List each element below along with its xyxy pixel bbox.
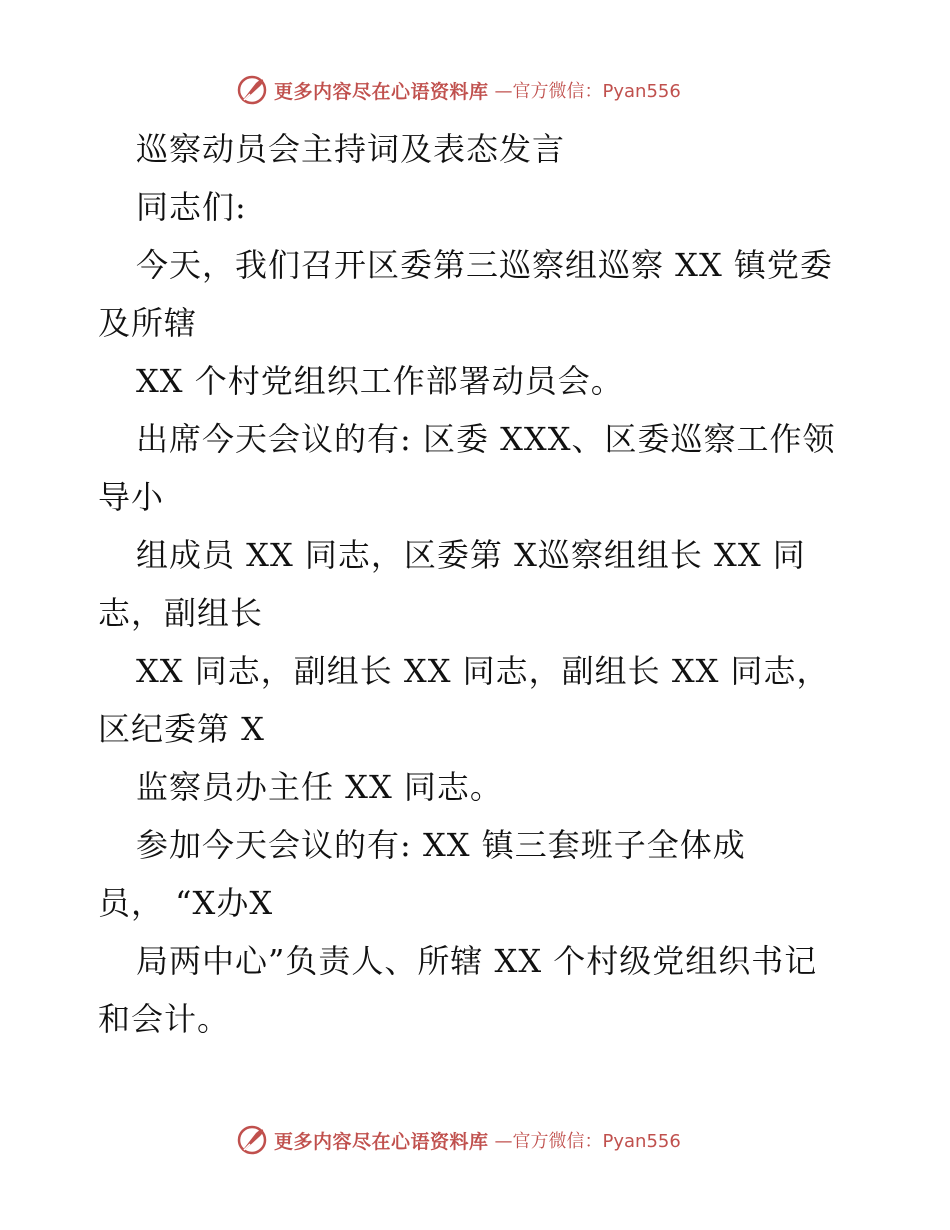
banner-wechat: —官方微信：Pyan556 [494, 81, 681, 102]
paragraph-line: 区纪委第 X [98, 710, 265, 748]
quill-pen-icon [236, 74, 268, 106]
paragraph-line: 和会计。 [98, 1000, 231, 1038]
paragraph-line: 员， “X办X [98, 884, 274, 922]
footer-watermark-banner [236, 1123, 681, 1157]
paragraph-line: 导小 [98, 478, 165, 516]
header-watermark-banner [236, 73, 681, 107]
paragraph-line: 出席今天会议的有: 区委 XXX、区委巡察工作领 [136, 420, 836, 458]
paragraph-line: 及所辖 [98, 304, 198, 342]
paragraph-line: 组成员 XX 同志，区委第 X巡察组组长 XX 同 [136, 536, 806, 574]
document-title: 巡察动员会主持词及表态发言 [136, 130, 566, 168]
salutation: 同志们: [136, 188, 247, 226]
paragraph-line: 局两中心”负责人、所辖 XX 个村级党组织书记 [136, 942, 818, 980]
paragraph-line: 今天，我们召开区委第三巡察组巡察 XX 镇党委 [136, 246, 833, 284]
banner-text: 更多内容尽在心语资料库 [274, 80, 489, 103]
banner-text: 更多内容尽在心语资料库 [274, 1130, 489, 1153]
paragraph-line: 监察员办主任 XX 同志。 [136, 768, 503, 806]
document-body [98, 120, 858, 1048]
paragraph-line: XX 个村党组织工作部署动员会。 [136, 362, 624, 400]
paragraph-line: 参加今天会议的有: XX 镇三套班子全体成 [136, 826, 746, 864]
paragraph-line: 志，副组长 [98, 594, 264, 632]
quill-pen-icon [236, 1124, 268, 1156]
paragraph-line: XX 同志，副组长 XX 同志，副组长 XX 同志， [136, 652, 830, 690]
banner-wechat: —官方微信：Pyan556 [494, 1131, 681, 1152]
